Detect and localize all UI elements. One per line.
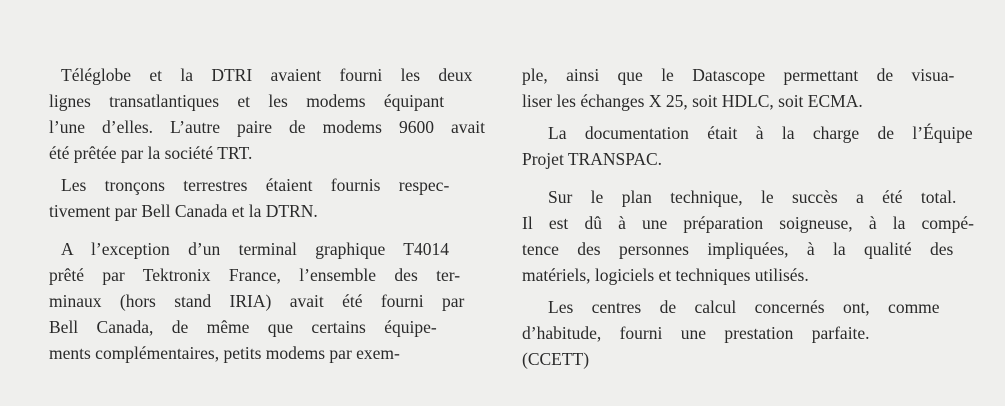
text-line: Les tronçons terrestres étaient fournis respec- <box>61 175 450 195</box>
text-line: (CCETT) <box>522 349 590 369</box>
text-line: ple, ainsi que le Datascope permettant de visua- <box>522 65 955 85</box>
text-line: Les centres de calcul concernés ont, comme <box>548 297 940 317</box>
paragraph-right-4 <box>522 294 974 372</box>
text-line: matériels, logiciels et techniques utilisés. <box>522 265 809 285</box>
text-line: Téléglobe et la DTRI avaient fourni les deux <box>61 65 473 85</box>
paragraph-left-2 <box>49 172 485 224</box>
text-line: minaux (hors stand IRIA) avait été fourni par <box>49 291 465 311</box>
text-line: lignes transatlantiques et les modems équipant <box>49 91 445 111</box>
text-line: ments complémentaires, petits modems par exem- <box>49 343 400 363</box>
text-line: tence des personnes impliquées, à la qualité des <box>522 239 954 259</box>
paragraph-right-2 <box>522 120 974 172</box>
text-line: l’une d’elles. L’autre paire de modems 9600 avait <box>49 117 485 137</box>
text-line: liser les échanges X 25, soit HDLC, soit ECMA. <box>522 91 863 111</box>
text-line: prêté par Tektronix France, l’ensemble des ter- <box>49 265 461 285</box>
right-column <box>522 62 974 372</box>
text-line: tivement par Bell Canada et la DTRN. <box>49 201 318 221</box>
text-line: d’habitude, fourni une prestation parfaite. <box>522 323 870 343</box>
text-line: A l’exception d’un terminal graphique T4014 <box>61 239 449 259</box>
text-line: Projet TRANSPAC. <box>522 149 663 169</box>
paragraph-left-3 <box>49 236 485 366</box>
paragraph-left-1 <box>49 62 485 166</box>
paragraph-right-3 <box>522 184 974 288</box>
text-line: Bell Canada, de même que certains équipe- <box>49 317 437 337</box>
text-line: La documentation était à la charge de l’Équipe <box>548 123 973 143</box>
paragraph-right-1 <box>522 62 974 114</box>
text-line: été prêtée par la société TRT. <box>49 143 253 163</box>
left-column <box>49 62 485 366</box>
text-line: Il est dû à une préparation soigneuse, à la compé- <box>522 213 974 233</box>
text-line: Sur le plan technique, le succès a été total. <box>548 187 957 207</box>
